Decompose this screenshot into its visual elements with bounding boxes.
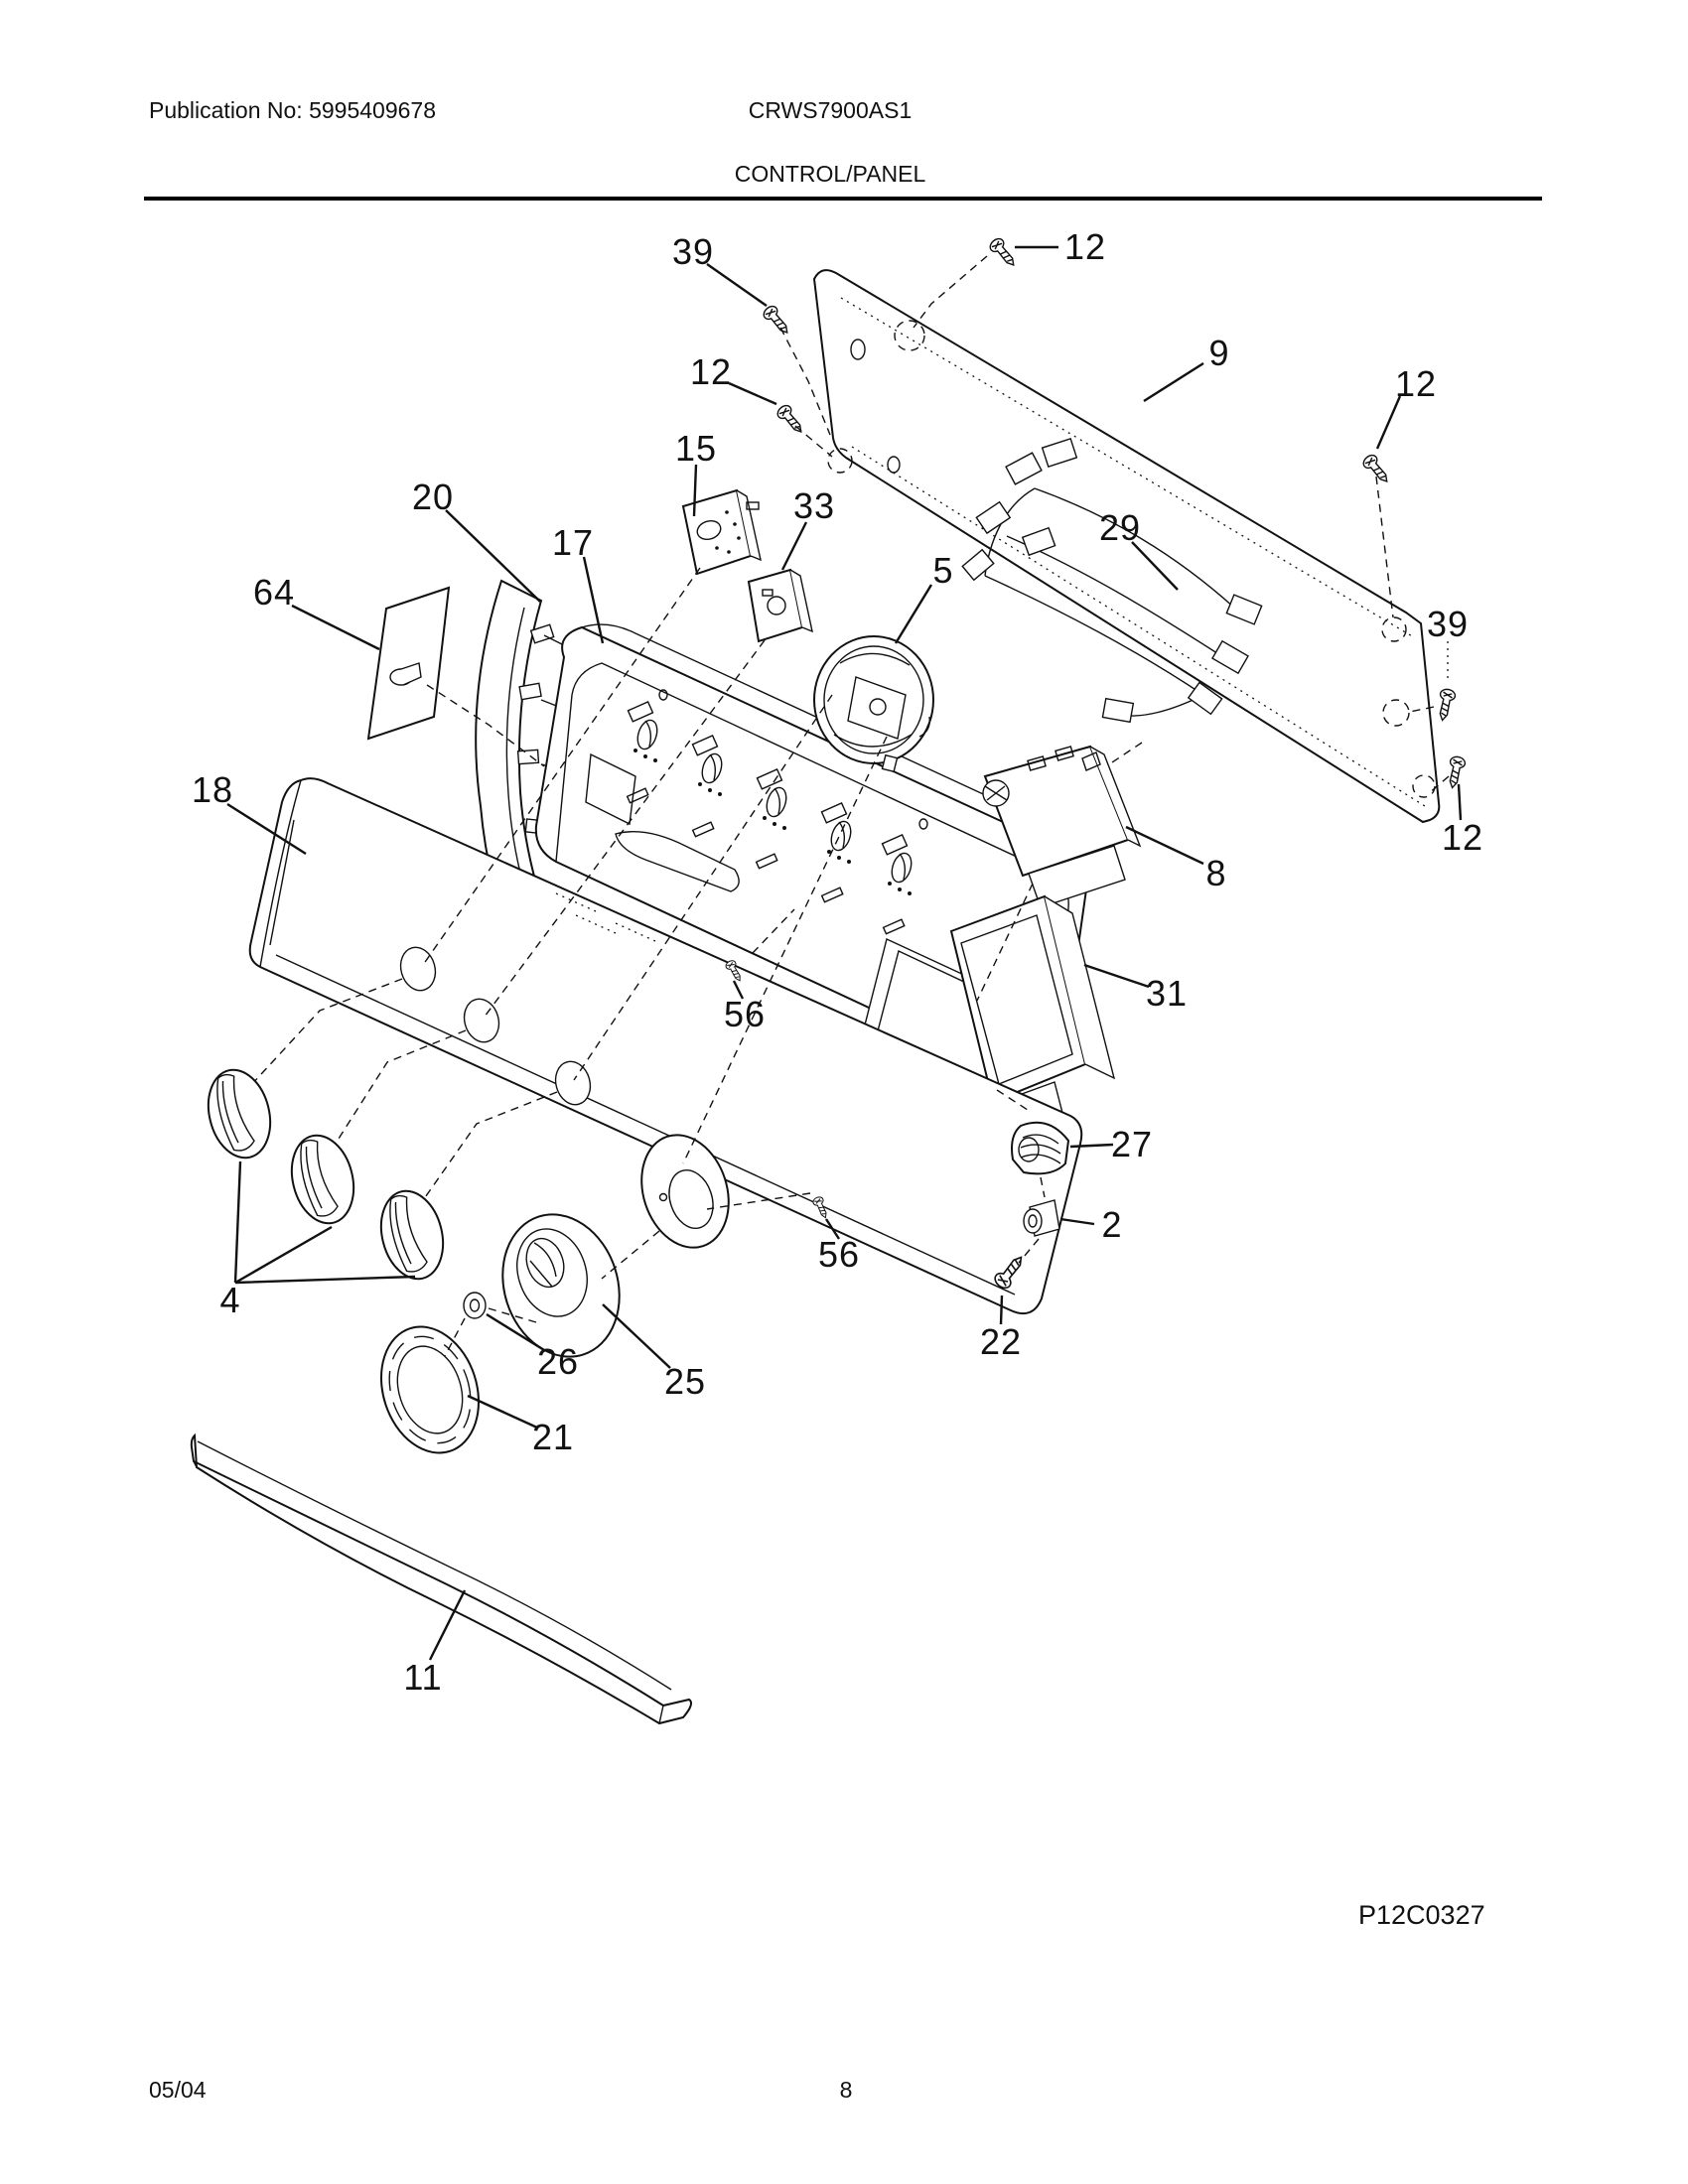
- callout-12-left: 12: [689, 351, 733, 392]
- callout-26: 26: [536, 1341, 580, 1382]
- trim-ring: [365, 1314, 494, 1466]
- screw-12-top: [988, 236, 1020, 270]
- selector-knob-1: [200, 1063, 279, 1164]
- callout-39-top: 39: [671, 231, 715, 272]
- footer-date: 05/04: [149, 2077, 207, 2103]
- callout-15: 15: [674, 428, 718, 469]
- callout-33: 33: [792, 485, 836, 526]
- selector-knob-2: [283, 1129, 362, 1230]
- callout-8: 8: [1205, 853, 1227, 893]
- callout-22: 22: [979, 1321, 1023, 1362]
- callout-4: 4: [219, 1280, 241, 1320]
- callout-29: 29: [1098, 507, 1142, 548]
- callout-12-right: 12: [1394, 363, 1438, 404]
- section-title: CONTROL/PANEL: [734, 161, 926, 187]
- diagram-code: P12C0327: [1358, 1900, 1485, 1930]
- callout-25: 25: [663, 1361, 707, 1402]
- footer-page-number: 8: [839, 2077, 853, 2103]
- callout-56-upper: 56: [723, 994, 767, 1034]
- callout-20: 20: [411, 477, 455, 517]
- screw-39-top: [762, 304, 793, 338]
- callout-64: 64: [252, 572, 296, 613]
- callout-39-right: 39: [1426, 604, 1470, 644]
- publication-number: Publication No: 5995409678: [149, 97, 437, 123]
- callout-27: 27: [1110, 1124, 1154, 1164]
- switch-33: [749, 570, 812, 641]
- callout-21: 21: [531, 1417, 575, 1457]
- callout-12-top: 12: [1063, 226, 1107, 267]
- callout-5: 5: [932, 550, 954, 591]
- callout-56-lower: 56: [817, 1234, 861, 1275]
- callout-9: 9: [1208, 333, 1230, 373]
- callout-11: 11: [403, 1657, 443, 1698]
- screw-12-bottom-right: [1445, 755, 1466, 789]
- screw-39-right: [1435, 688, 1456, 722]
- callout-18: 18: [191, 769, 234, 810]
- model-number: CRWS7900AS1: [748, 97, 913, 123]
- callout-12-bottom-right: 12: [1441, 817, 1484, 858]
- callout-31: 31: [1145, 973, 1189, 1014]
- screw-12-left: [775, 403, 807, 437]
- callout-2: 2: [1101, 1204, 1123, 1245]
- callout-17: 17: [551, 522, 595, 563]
- selector-knob-3: [372, 1184, 452, 1286]
- washer: [464, 1293, 486, 1318]
